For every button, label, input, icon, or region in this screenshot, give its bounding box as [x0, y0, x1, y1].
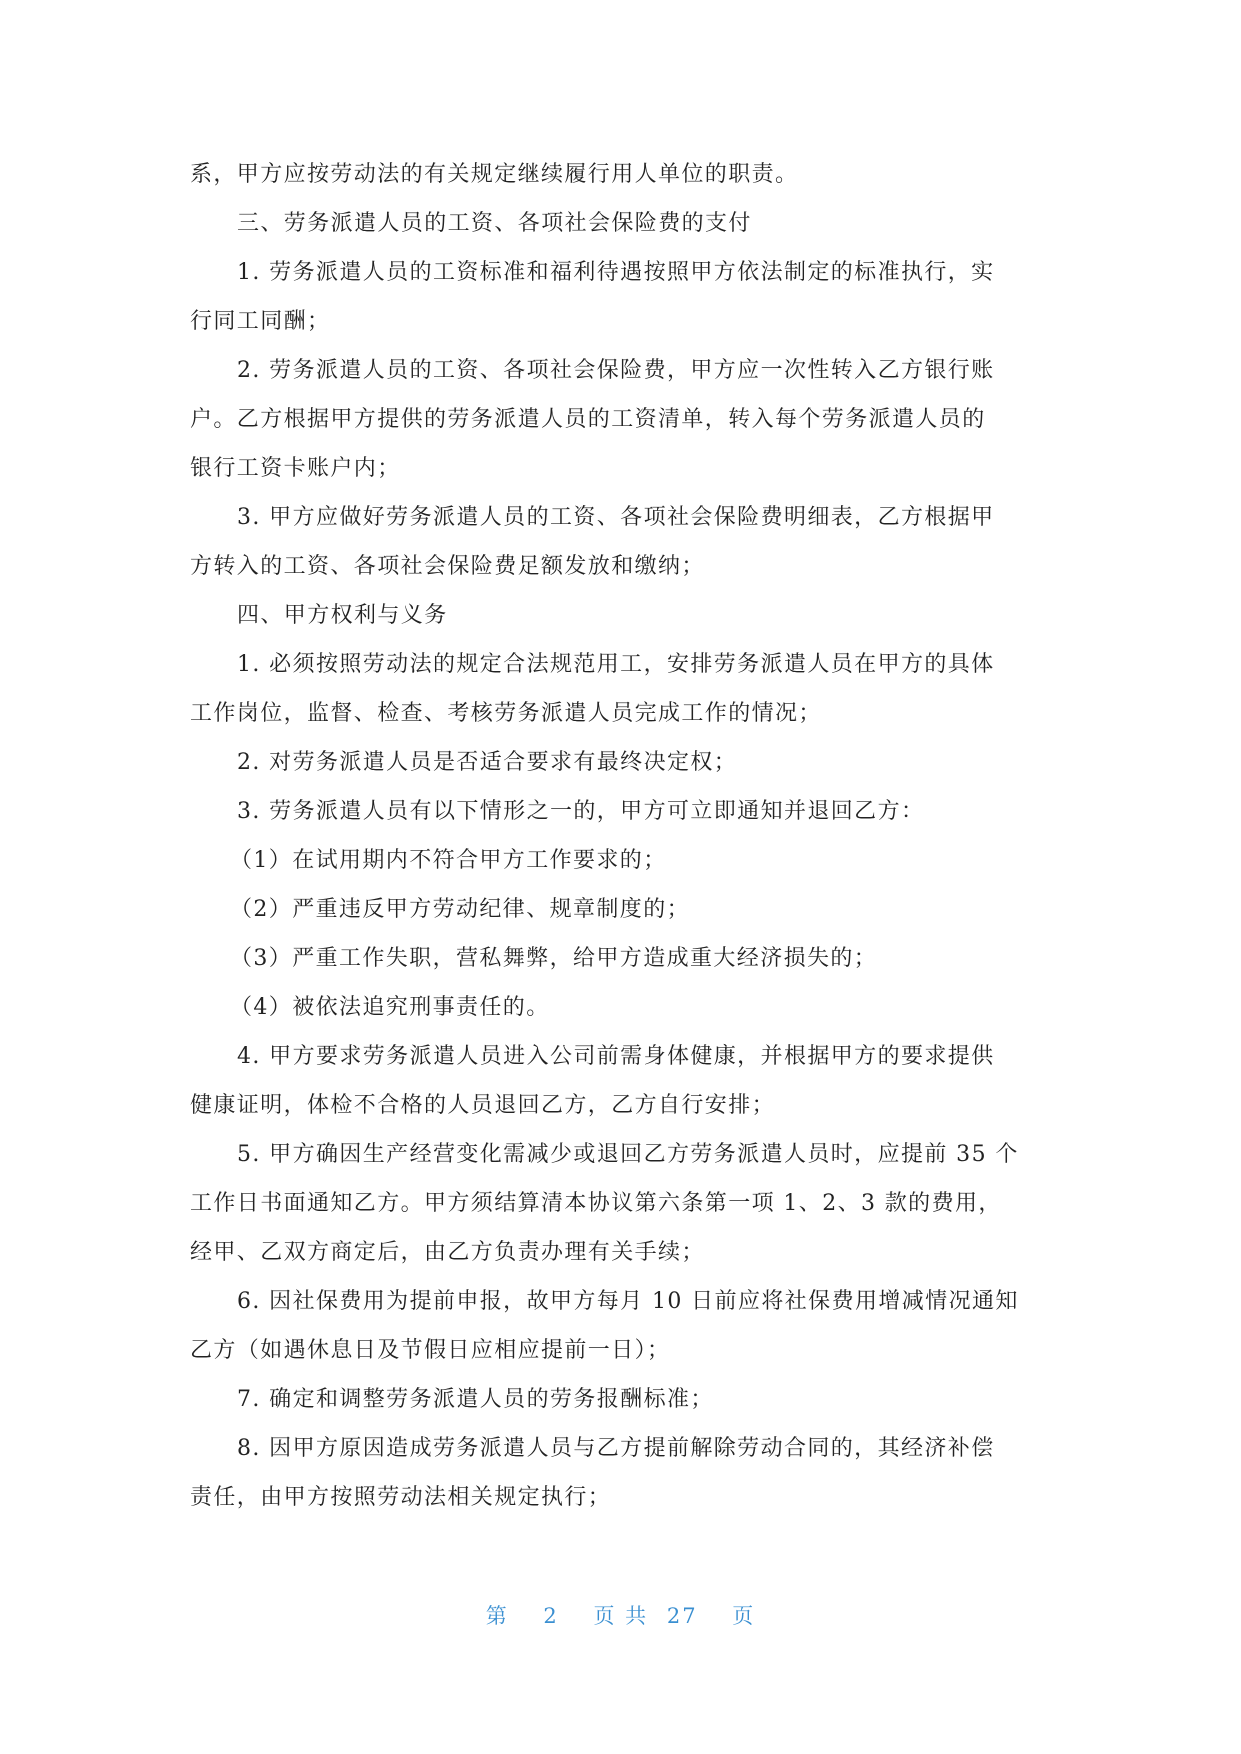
- text-line: 8. 因甲方原因造成劳务派遣人员与乙方提前解除劳动合同的，其经济补偿: [237, 1436, 995, 1461]
- text-line: 经甲、乙双方商定后，由乙方负责办理有关手续；: [190, 1240, 705, 1265]
- footer-total-pages: 27: [666, 1604, 698, 1628]
- text-line: 工作日书面通知乙方。甲方须结算清本协议第六条第一项 1、2、3 款的费用，: [190, 1191, 1002, 1216]
- text-line: 3. 甲方应做好劳务派遣人员的工资、各项社会保险费明细表，乙方根据甲: [237, 505, 995, 530]
- text-line: 2. 对劳务派遣人员是否适合要求有最终决定权；: [237, 750, 738, 775]
- text-line: 5. 甲方确因生产经营变化需减少或退回乙方劳务派遣人员时，应提前 35 个: [237, 1142, 1019, 1167]
- text-line: 1. 必须按照劳动法的规定合法规范用工，安排劳务派遣人员在甲方的具体: [237, 652, 995, 677]
- page-footer: [0, 1600, 1241, 1630]
- footer-prefix: 第: [485, 1604, 509, 1628]
- list-item: （2）严重违反甲方劳动纪律、规章制度的；: [230, 897, 690, 922]
- text-line: 行同工同酬；: [190, 309, 331, 334]
- text-line: 6. 因社保费用为提前申报，故甲方每月 10 日前应将社保费用增减情况通知: [237, 1289, 1019, 1314]
- footer-current-page: 2: [543, 1604, 559, 1628]
- text-line: 乙方（如遇休息日及节假日应相应提前一日）；: [190, 1338, 671, 1363]
- document-body: [190, 150, 1050, 1522]
- text-line: 1. 劳务派遣人员的工资标准和福利待遇按照甲方依法制定的标准执行，实: [237, 260, 995, 285]
- footer-middle: 页 共: [593, 1604, 649, 1628]
- text-line: 健康证明，体检不合格的人员退回乙方，乙方自行安排；: [190, 1093, 776, 1118]
- text-line: 户。乙方根据甲方提供的劳务派遣人员的工资清单，转入每个劳务派遣人员的: [190, 407, 986, 432]
- section-heading: 四、甲方权利与义务: [237, 603, 448, 628]
- list-item: （1）在试用期内不符合甲方工作要求的；: [230, 848, 667, 873]
- text-line: 4. 甲方要求劳务派遣人员进入公司前需身体健康，并根据甲方的要求提供: [237, 1044, 995, 1069]
- footer-suffix: 页: [732, 1604, 756, 1628]
- text-line: 银行工资卡账户内；: [190, 456, 401, 481]
- text-line: 2. 劳务派遣人员的工资、各项社会保险费，甲方应一次性转入乙方银行账: [237, 358, 995, 383]
- text-line: 3. 劳务派遣人员有以下情形之一的，甲方可立即通知并退回乙方：: [237, 799, 925, 824]
- list-item: （4）被依法追究刑事责任的。: [230, 995, 550, 1020]
- text-line: 方转入的工资、各项社会保险费足额发放和缴纳；: [190, 554, 705, 579]
- text-line: 7. 确定和调整劳务派遣人员的劳务报酬标准；: [237, 1387, 714, 1412]
- list-item: （3）严重工作失职，营私舞弊，给甲方造成重大经济损失的；: [230, 946, 878, 971]
- section-heading: 三、劳务派遣人员的工资、各项社会保险费的支付: [237, 211, 752, 236]
- text-line: 责任，由甲方按照劳动法相关规定执行；: [190, 1485, 612, 1510]
- text-line: 工作岗位，监督、检查、考核劳务派遣人员完成工作的情况；: [190, 701, 822, 726]
- text-line: 系，甲方应按劳动法的有关规定继续履行用人单位的职责。: [190, 162, 799, 187]
